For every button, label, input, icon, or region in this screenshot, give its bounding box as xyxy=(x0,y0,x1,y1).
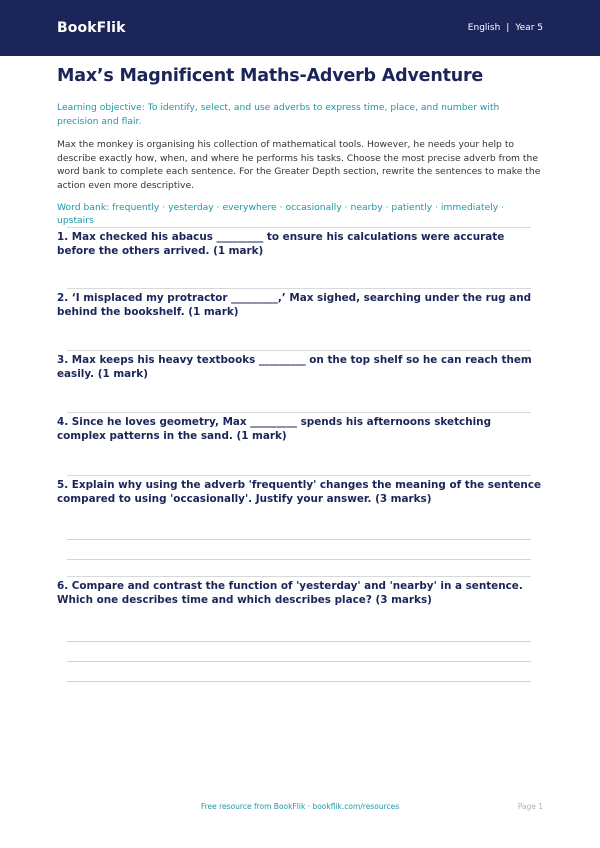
question-2 xyxy=(57,291,543,319)
question-divider xyxy=(67,412,531,413)
answer-line[interactable] xyxy=(67,661,531,662)
question-5 xyxy=(57,478,543,506)
question-4-text: 4. Since he loves geometry, Max _________ spends his afternoons sketching complex patterns in the sand. (1 mark) xyxy=(57,416,492,442)
worksheet-intro xyxy=(57,66,543,227)
question-3-text: 3. Max keeps his heavy textbooks _________ on the top shelf so he can reach them easily. (1 mark) xyxy=(57,354,532,380)
year-label: Year 5 xyxy=(515,23,543,33)
answer-line[interactable] xyxy=(67,681,531,682)
question-1-text: 1. Max checked his abacus _________ to ensure his calculations were accurate before the others arrived. (1 mark) xyxy=(57,231,505,257)
subject-label: English xyxy=(467,23,501,33)
brand-logo[interactable]: BookFlik xyxy=(57,20,126,36)
instructions: Max the monkey is organising his collection of mathematical tools. However, he needs your help to describe exactly how, when, and where he performs his tasks. Choose the most precise adverb from the word bank to complete each sentence. For the Greater Depth section, rewrite the sentences to make the action even more descriptive. xyxy=(57,139,541,191)
question-divider xyxy=(67,475,531,476)
learning-objective: Learning objective: To identify, select, and use adverbs to express time, place, and number with precision and flair. xyxy=(57,102,500,127)
question-6 xyxy=(57,579,543,607)
page-title: Max’s Magnificent Maths-Adverb Adventure xyxy=(57,66,484,86)
question-2-text: 2. ‘I misplaced my protractor _________,’ Max sighed, searching under the rug and behind the bookshelf. (1 mark) xyxy=(57,292,532,318)
subject-meta xyxy=(468,23,543,33)
question-divider xyxy=(67,227,531,228)
word-bank: Word bank: frequently · yesterday · everywhere · occasionally · nearby · patiently · immediately · upstairs xyxy=(57,202,505,226)
page-header xyxy=(0,0,600,56)
answer-line[interactable] xyxy=(67,559,531,560)
question-1 xyxy=(57,230,543,258)
question-6-text: 6. Compare and contrast the function of 'yesterday' and 'nearby' in a sentence. Which one describes time and which describes place? (3 marks) xyxy=(57,580,523,606)
question-divider xyxy=(67,288,531,289)
question-5-text: 5. Explain why using the adverb 'frequently' changes the meaning of the sentence compared to using 'occasionally'. Justify your answer. (3 marks) xyxy=(57,479,542,505)
footer-credit[interactable]: Free resource from BookFlik · bookflik.com/resources xyxy=(200,802,400,811)
meta-separator: | xyxy=(506,23,510,33)
question-divider xyxy=(67,350,531,351)
page-number: Page 1 xyxy=(517,802,543,811)
answer-line[interactable] xyxy=(67,539,531,540)
question-3 xyxy=(57,353,543,381)
answer-line[interactable] xyxy=(67,641,531,642)
question-divider xyxy=(67,576,531,577)
question-4 xyxy=(57,415,543,443)
